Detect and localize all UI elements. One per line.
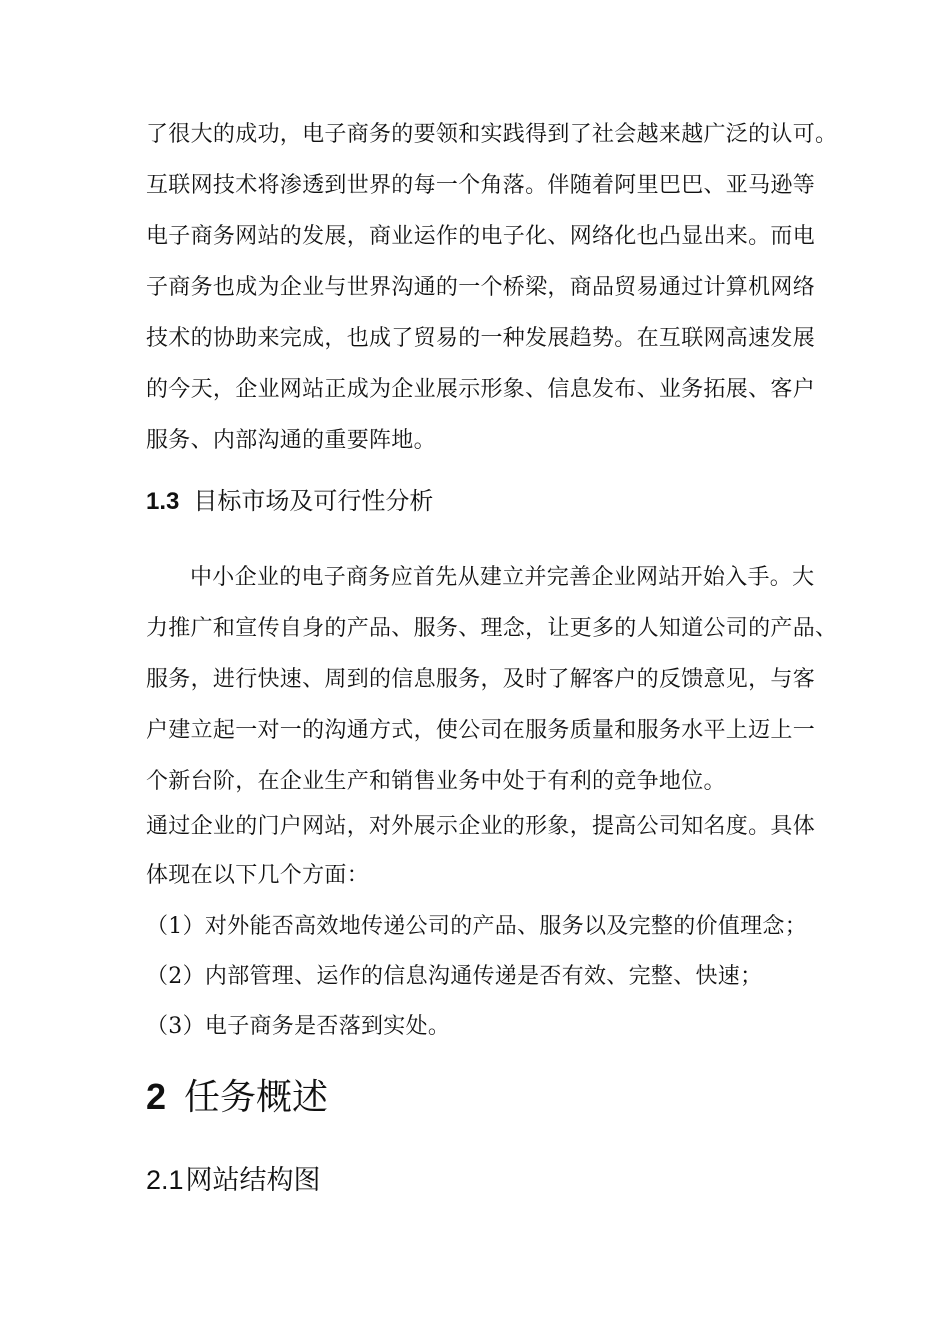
body-text-line: 通过企业的门户网站，对外展示企业的形象，提高公司知名度。具体 xyxy=(146,814,816,839)
body-text-line: 电子商务网站的发展，商业运作的电子化、网络化也凸显出来。而电 xyxy=(146,224,816,249)
section-number: 2.1 xyxy=(146,1165,184,1195)
section-title: 网站结构图 xyxy=(185,1165,321,1196)
body-text-line: 子商务也成为企业与世界沟通的一个桥梁，商品贸易通过计算机网络 xyxy=(146,275,816,300)
chapter-heading-2 xyxy=(146,1075,328,1120)
list-item: （2）内部管理、运作的信息沟通传递是否有效、完整、快速； xyxy=(146,964,763,989)
body-text-line: 个新台阶，在企业生产和销售业务中处于有利的竞争地位。 xyxy=(146,769,726,794)
list-item: （1）对外能否高效地传递公司的产品、服务以及完整的价值理念； xyxy=(146,914,807,939)
body-text-line: 体现在以下几个方面： xyxy=(146,863,370,888)
body-text-line: 技术的协助来完成，也成了贸易的一种发展趋势。在互联网高速发展 xyxy=(146,326,816,351)
body-text-line: 服务，进行快速、周到的信息服务，及时了解客户的反馈意见，与客 xyxy=(146,667,816,692)
section-title: 目标市场及可行性分析 xyxy=(193,487,434,515)
body-text-line: 服务、内部沟通的重要阵地。 xyxy=(146,428,436,453)
section-number: 1.3 xyxy=(146,488,180,515)
section-heading-1-3 xyxy=(146,486,433,517)
body-text-line: 力推广和宣传自身的产品、服务、理念，让更多的人知道公司的产品、 xyxy=(146,616,838,641)
body-text-line: 互联网技术将渗透到世界的每一个角落。伴随着阿里巴巴、亚马逊等 xyxy=(146,173,816,198)
body-text-line: 户建立起一对一的沟通方式，使公司在服务质量和服务水平上迈上一 xyxy=(146,718,816,743)
chapter-title: 任务概述 xyxy=(184,1077,329,1118)
body-text-line: 中小企业的电子商务应首先从建立并完善企业网站开始入手。大 xyxy=(190,565,815,590)
list-item: （3）电子商务是否落到实处。 xyxy=(146,1014,451,1039)
body-text-line: 的今天，企业网站正成为企业展示形象、信息发布、业务拓展、客户 xyxy=(146,377,816,402)
body-text-line: 了很大的成功，电子商务的要领和实践得到了社会越来越广泛的认可。 xyxy=(146,122,838,147)
section-heading-2-1 xyxy=(146,1163,321,1198)
chapter-number: 2 xyxy=(146,1076,167,1117)
